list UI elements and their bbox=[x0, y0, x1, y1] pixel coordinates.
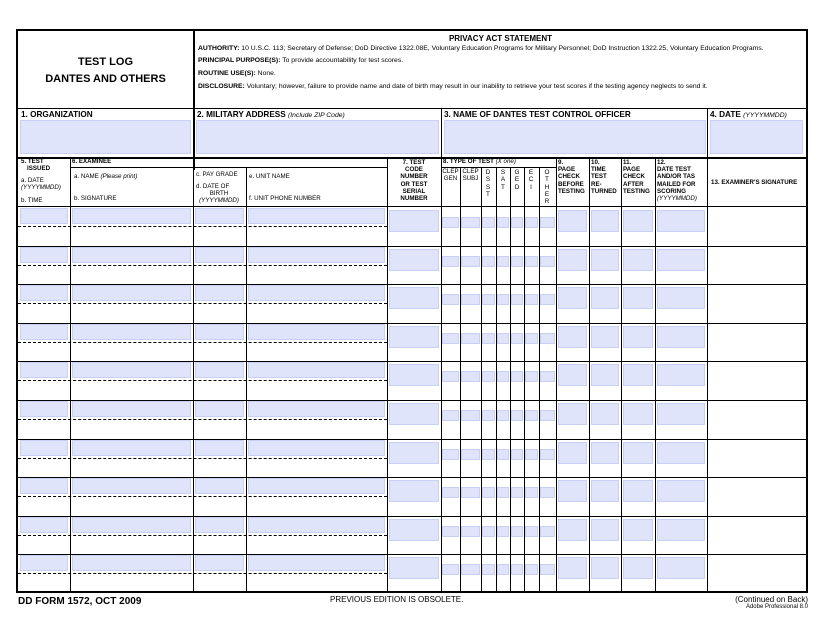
row-grade-dob-upper-field[interactable] bbox=[195, 440, 244, 456]
row-dsst-check[interactable] bbox=[482, 217, 495, 228]
row-other-check[interactable] bbox=[540, 410, 555, 421]
row-date-mailed-field[interactable] bbox=[657, 249, 705, 271]
col-divider-9-10 bbox=[589, 157, 590, 593]
row-grade-dob-lower-field[interactable] bbox=[195, 498, 244, 513]
row-date-time-upper-field[interactable] bbox=[20, 555, 68, 571]
row-test-code-field[interactable] bbox=[389, 210, 439, 232]
row-split-dashed-rule bbox=[18, 265, 387, 266]
form-title bbox=[18, 56, 193, 86]
row-page-check-after-field[interactable] bbox=[623, 287, 653, 309]
col8-title: 8. TYPE OF TEST (X one) bbox=[443, 158, 516, 165]
row-examiner-signature-field[interactable] bbox=[709, 287, 803, 319]
row-grade-dob-lower-field[interactable] bbox=[195, 382, 244, 397]
col8-ged-label: G E D bbox=[514, 169, 520, 191]
row-sat-check[interactable] bbox=[497, 256, 509, 267]
row-clep-subj-check[interactable] bbox=[461, 410, 480, 421]
control-officer-label: 3. NAME OF DANTES TEST CONTROL OFFICER bbox=[444, 110, 631, 119]
row-date-time-upper-field[interactable] bbox=[20, 440, 68, 456]
row-other-check[interactable] bbox=[540, 294, 555, 305]
row-grade-dob-upper-field[interactable] bbox=[195, 517, 244, 533]
row-other-check[interactable] bbox=[540, 217, 555, 228]
row-grade-dob-upper-field[interactable] bbox=[195, 247, 244, 263]
row-grade-dob-upper-field[interactable] bbox=[195, 324, 244, 340]
privacy-heading: PRIVACY ACT STATEMENT bbox=[448, 34, 553, 43]
row-unit-name-phone-upper-field[interactable] bbox=[248, 555, 385, 571]
row-test-code-field[interactable] bbox=[389, 442, 439, 464]
row-split-dashed-rule bbox=[18, 419, 387, 420]
row-time-returned-field[interactable] bbox=[591, 480, 619, 502]
row-name-signature-upper-field[interactable] bbox=[72, 401, 191, 417]
row-date-time-lower-field[interactable] bbox=[20, 575, 68, 590]
title-divider bbox=[193, 31, 195, 170]
row-split-dashed-rule bbox=[18, 573, 387, 574]
row-clep-subj-check[interactable] bbox=[461, 487, 480, 498]
row-split-dashed-rule bbox=[18, 342, 387, 343]
row-page-check-after-field[interactable] bbox=[623, 442, 653, 464]
col5a-label: a. DATE (YYYYMMDD) bbox=[21, 177, 61, 192]
privacy-purpose: PRINCIPAL PURPOSE(S): To provide accountability for test scores. bbox=[198, 57, 404, 64]
row-date-time-lower-field[interactable] bbox=[20, 228, 68, 243]
row-name-signature-upper-field[interactable] bbox=[72, 247, 191, 263]
row-eci-check[interactable] bbox=[525, 256, 538, 267]
col6-title: 6. EXAMINEE bbox=[72, 158, 112, 165]
row-page-check-before-field[interactable] bbox=[558, 326, 587, 348]
row-test-code-field[interactable] bbox=[389, 480, 439, 502]
row-sat-check[interactable] bbox=[497, 333, 509, 344]
row-clep-gen-check[interactable] bbox=[442, 526, 459, 537]
row-name-signature-upper-field[interactable] bbox=[72, 517, 191, 533]
row-name-signature-upper-field[interactable] bbox=[72, 478, 191, 494]
title-bottom-rule bbox=[18, 108, 806, 109]
privacy-routine-use: ROUTINE USE(S): None. bbox=[198, 70, 276, 77]
row-page-check-after-field[interactable] bbox=[623, 364, 653, 386]
row-ged-check[interactable] bbox=[511, 256, 523, 267]
form-number: DD FORM 1572, OCT 2009 bbox=[18, 596, 142, 607]
row-unit-name-phone-upper-field[interactable] bbox=[248, 324, 385, 340]
row-split-dashed-rule bbox=[18, 226, 387, 227]
row-page-check-before-field[interactable] bbox=[558, 210, 587, 232]
row-date-time-upper-field[interactable] bbox=[20, 208, 68, 224]
row-ged-check[interactable] bbox=[511, 410, 523, 421]
row-name-signature-upper-field[interactable] bbox=[72, 440, 191, 456]
row-dsst-check[interactable] bbox=[482, 410, 495, 421]
row-clep-subj-check[interactable] bbox=[461, 333, 480, 344]
row-sat-check[interactable] bbox=[497, 371, 509, 382]
row-ged-check[interactable] bbox=[511, 564, 523, 575]
row-split-dashed-rule bbox=[18, 496, 387, 497]
row-page-check-after-field[interactable] bbox=[623, 519, 653, 541]
row-date-mailed-field[interactable] bbox=[657, 480, 705, 502]
row-grade-dob-lower-field[interactable] bbox=[195, 267, 244, 282]
col8-sat-label: S A T bbox=[500, 169, 506, 191]
row-test-code-field[interactable] bbox=[389, 249, 439, 271]
row-unit-name-phone-upper-field[interactable] bbox=[248, 440, 385, 456]
row-time-returned-field[interactable] bbox=[591, 287, 619, 309]
row-unit-name-phone-lower-field[interactable] bbox=[248, 498, 385, 513]
row-date-mailed-field[interactable] bbox=[657, 403, 705, 425]
row-sat-check[interactable] bbox=[497, 410, 509, 421]
date-field[interactable] bbox=[710, 120, 803, 154]
row-eci-check[interactable] bbox=[525, 410, 538, 421]
col12-label: 12. DATE TEST AND/OR TAS MAILED FOR SCORING (YYYYMMDD) bbox=[657, 159, 697, 203]
row-page-check-before-field[interactable] bbox=[558, 557, 587, 579]
row-eci-check[interactable] bbox=[525, 371, 538, 382]
row-name-signature-lower-field[interactable] bbox=[72, 382, 191, 397]
col5-title: 5. TEST ISSUED bbox=[21, 158, 51, 173]
row-test-code-field[interactable] bbox=[389, 403, 439, 425]
row-grade-dob-lower-field[interactable] bbox=[195, 228, 244, 243]
row-grade-dob-upper-field[interactable] bbox=[195, 555, 244, 571]
col6a-label: a. NAME (Please print) bbox=[74, 173, 138, 180]
col6e-label: e. UNIT NAME bbox=[249, 173, 290, 180]
col-divider-6-7 bbox=[387, 157, 388, 593]
row-page-check-before-field[interactable] bbox=[558, 249, 587, 271]
row-clep-subj-check[interactable] bbox=[461, 564, 480, 575]
row-date-mailed-field[interactable] bbox=[657, 326, 705, 348]
row-time-returned-field[interactable] bbox=[591, 210, 619, 232]
col6c-label: c. PAY GRADE bbox=[196, 171, 238, 178]
row-sat-check[interactable] bbox=[497, 294, 509, 305]
col8-dsst-label: D S S T bbox=[485, 169, 491, 198]
row-date-mailed-field[interactable] bbox=[657, 519, 705, 541]
row-ged-check[interactable] bbox=[511, 526, 523, 537]
row-clep-gen-check[interactable] bbox=[442, 217, 459, 228]
privacy-authority: AUTHORITY: 10 U.S.C. 113; Secretary of Defense; DoD Directive 1322.08E, Voluntary Education Programs for Military Personnel; DoD Instruction 1322.25, Voluntary Education Programs. bbox=[198, 45, 764, 52]
header-divider-1 bbox=[441, 108, 442, 158]
row-page-check-before-field[interactable] bbox=[558, 364, 587, 386]
row-date-mailed-field[interactable] bbox=[657, 364, 705, 386]
row-other-check[interactable] bbox=[540, 256, 555, 267]
row-page-check-after-field[interactable] bbox=[623, 403, 653, 425]
row-date-time-upper-field[interactable] bbox=[20, 247, 68, 263]
row-unit-name-phone-upper-field[interactable] bbox=[248, 208, 385, 224]
row-dsst-check[interactable] bbox=[482, 564, 495, 575]
row-date-time-lower-field[interactable] bbox=[20, 460, 68, 475]
row-page-check-after-field[interactable] bbox=[623, 557, 653, 579]
row-other-check[interactable] bbox=[540, 333, 555, 344]
row-examiner-signature-field[interactable] bbox=[709, 480, 803, 512]
row-clep-gen-check[interactable] bbox=[442, 333, 459, 344]
row-dsst-check[interactable] bbox=[482, 256, 495, 267]
row-examiner-signature-field[interactable] bbox=[709, 326, 803, 358]
row-ged-check[interactable] bbox=[511, 487, 523, 498]
organization-field[interactable] bbox=[20, 120, 191, 154]
row-unit-name-phone-upper-field[interactable] bbox=[248, 247, 385, 263]
continued-notice: (Continued on Back) bbox=[735, 595, 808, 604]
date-label: 4. DATE (YYYYMMDD) bbox=[710, 110, 787, 119]
col-divider-8-9 bbox=[556, 157, 557, 593]
row-date-time-upper-field[interactable] bbox=[20, 478, 68, 494]
row-sat-check[interactable] bbox=[497, 487, 509, 498]
row-name-signature-upper-field[interactable] bbox=[72, 324, 191, 340]
test-log-form bbox=[16, 29, 808, 593]
row-page-check-before-field[interactable] bbox=[558, 403, 587, 425]
row-grade-dob-upper-field[interactable] bbox=[195, 478, 244, 494]
row-clep-subj-check[interactable] bbox=[461, 217, 480, 228]
row-split-dashed-rule bbox=[18, 380, 387, 381]
row-unit-name-phone-upper-field[interactable] bbox=[248, 401, 385, 417]
row-eci-check[interactable] bbox=[525, 526, 538, 537]
row-page-check-after-field[interactable] bbox=[623, 210, 653, 232]
row-test-code-field[interactable] bbox=[389, 287, 439, 309]
row-date-time-lower-field[interactable] bbox=[20, 305, 68, 320]
row-clep-gen-check[interactable] bbox=[442, 371, 459, 382]
row-name-signature-lower-field[interactable] bbox=[72, 575, 191, 590]
row-eci-check[interactable] bbox=[525, 449, 538, 460]
row-split-dashed-rule bbox=[18, 303, 387, 304]
form-title-line2: DANTES AND OTHERS bbox=[45, 73, 166, 85]
row-unit-name-phone-lower-field[interactable] bbox=[248, 267, 385, 282]
row-grade-dob-lower-field[interactable] bbox=[195, 344, 244, 359]
row-name-signature-lower-field[interactable] bbox=[72, 421, 191, 436]
row-examiner-signature-field[interactable] bbox=[709, 557, 803, 589]
row-date-mailed-field[interactable] bbox=[657, 287, 705, 309]
row-examiner-signature-field[interactable] bbox=[709, 210, 803, 242]
row-dsst-check[interactable] bbox=[482, 333, 495, 344]
row-date-mailed-field[interactable] bbox=[657, 210, 705, 232]
row-test-code-field[interactable] bbox=[389, 364, 439, 386]
row-date-time-upper-field[interactable] bbox=[20, 362, 68, 378]
privacy-disclosure: DISCLOSURE: Voluntary; however, failure to provide name and date of birth may result in our inability to retrieve your test scores if the testing agency neglects to send it. bbox=[198, 83, 708, 90]
col6-subheader-rule bbox=[70, 167, 388, 168]
row-clep-gen-check[interactable] bbox=[442, 410, 459, 421]
col8-clep-gen-label: CLEP GEN bbox=[442, 168, 459, 183]
row-clep-subj-check[interactable] bbox=[461, 449, 480, 460]
row-page-check-after-field[interactable] bbox=[623, 480, 653, 502]
previous-edition-notice: PREVIOUS EDITION IS OBSOLETE. bbox=[330, 595, 464, 604]
column-header-bottom-rule bbox=[18, 206, 806, 207]
row-date-time-upper-field[interactable] bbox=[20, 285, 68, 301]
row-unit-name-phone-upper-field[interactable] bbox=[248, 362, 385, 378]
row-date-time-upper-field[interactable] bbox=[20, 324, 68, 340]
row-dsst-check[interactable] bbox=[482, 294, 495, 305]
row-name-signature-lower-field[interactable] bbox=[72, 498, 191, 513]
row-eci-check[interactable] bbox=[525, 333, 538, 344]
row-date-time-lower-field[interactable] bbox=[20, 344, 68, 359]
col-divider-10-11 bbox=[621, 157, 622, 593]
row-other-check[interactable] bbox=[540, 564, 555, 575]
row-examiner-signature-field[interactable] bbox=[709, 364, 803, 396]
row-name-signature-upper-field[interactable] bbox=[72, 208, 191, 224]
row-grade-dob-upper-field[interactable] bbox=[195, 208, 244, 224]
col11-label: 11. PAGE CHECK AFTER TESTING bbox=[623, 159, 650, 195]
row-page-check-before-field[interactable] bbox=[558, 442, 587, 464]
row-unit-name-phone-lower-field[interactable] bbox=[248, 460, 385, 475]
row-dsst-check[interactable] bbox=[482, 526, 495, 537]
row-dsst-check[interactable] bbox=[482, 371, 495, 382]
row-name-signature-lower-field[interactable] bbox=[72, 228, 191, 243]
row-page-check-after-field[interactable] bbox=[623, 326, 653, 348]
row-other-check[interactable] bbox=[540, 371, 555, 382]
row-sat-check[interactable] bbox=[497, 526, 509, 537]
row-clep-subj-check[interactable] bbox=[461, 371, 480, 382]
col9-label: 9. PAGE CHECK BEFORE TESTING bbox=[558, 159, 585, 195]
row-unit-name-phone-upper-field[interactable] bbox=[248, 285, 385, 301]
row-clep-gen-check[interactable] bbox=[442, 487, 459, 498]
header-divider-2 bbox=[707, 108, 708, 158]
row-grade-dob-upper-field[interactable] bbox=[195, 285, 244, 301]
row-date-time-upper-field[interactable] bbox=[20, 401, 68, 417]
col5b-label: b. TIME bbox=[21, 197, 43, 204]
col6f-label: f. UNIT PHONE NUMBER bbox=[249, 195, 321, 202]
row-dsst-check[interactable] bbox=[482, 449, 495, 460]
privacy-act-statement bbox=[198, 34, 803, 91]
row-unit-name-phone-lower-field[interactable] bbox=[248, 421, 385, 436]
row-grade-dob-upper-field[interactable] bbox=[195, 362, 244, 378]
row-test-code-field[interactable] bbox=[389, 326, 439, 348]
row-name-signature-lower-field[interactable] bbox=[72, 267, 191, 282]
row-time-returned-field[interactable] bbox=[591, 403, 619, 425]
row-unit-name-phone-lower-field[interactable] bbox=[248, 228, 385, 243]
row-name-signature-lower-field[interactable] bbox=[72, 344, 191, 359]
form-title-line1: TEST LOG bbox=[78, 56, 133, 68]
row-eci-check[interactable] bbox=[525, 487, 538, 498]
col-divider-12-13 bbox=[707, 157, 708, 593]
row-test-code-field[interactable] bbox=[389, 519, 439, 541]
row-sat-check[interactable] bbox=[497, 449, 509, 460]
row-examiner-signature-field[interactable] bbox=[709, 442, 803, 474]
row-examiner-signature-field[interactable] bbox=[709, 403, 803, 435]
row-page-check-before-field[interactable] bbox=[558, 287, 587, 309]
row-time-returned-field[interactable] bbox=[591, 326, 619, 348]
col8-other-label: O T H E R bbox=[544, 169, 550, 206]
row-name-signature-lower-field[interactable] bbox=[72, 460, 191, 475]
col13-label: 13. EXAMINER'S SIGNATURE bbox=[711, 179, 798, 186]
col-divider-5-6 bbox=[70, 157, 71, 593]
row-split-dashed-rule bbox=[18, 535, 387, 536]
row-name-signature-lower-field[interactable] bbox=[72, 305, 191, 320]
row-unit-name-phone-lower-field[interactable] bbox=[248, 344, 385, 359]
row-time-returned-field[interactable] bbox=[591, 442, 619, 464]
row-eci-check[interactable] bbox=[525, 217, 538, 228]
row-unit-name-phone-upper-field[interactable] bbox=[248, 517, 385, 533]
row-examiner-signature-field[interactable] bbox=[709, 249, 803, 281]
row-unit-name-phone-lower-field[interactable] bbox=[248, 305, 385, 320]
row-sat-check[interactable] bbox=[497, 217, 509, 228]
row-grade-dob-lower-field[interactable] bbox=[195, 460, 244, 475]
row-dsst-check[interactable] bbox=[482, 487, 495, 498]
row-grade-dob-upper-field[interactable] bbox=[195, 401, 244, 417]
row-clep-subj-check[interactable] bbox=[461, 294, 480, 305]
row-date-time-upper-field[interactable] bbox=[20, 517, 68, 533]
row-name-signature-lower-field[interactable] bbox=[72, 537, 191, 552]
row-date-time-lower-field[interactable] bbox=[20, 382, 68, 397]
row-other-check[interactable] bbox=[540, 487, 555, 498]
software-note: Adobe Professional 8.0 bbox=[745, 604, 808, 610]
row-date-time-lower-field[interactable] bbox=[20, 267, 68, 282]
row-clep-gen-check[interactable] bbox=[442, 564, 459, 575]
col6d-label: d. DATE OF BIRTH (YYYYMMDD) bbox=[196, 183, 239, 205]
col8-eci-label: E C I bbox=[528, 169, 534, 191]
row-unit-name-phone-lower-field[interactable] bbox=[248, 575, 385, 590]
row-time-returned-field[interactable] bbox=[591, 249, 619, 271]
row-time-returned-field[interactable] bbox=[591, 519, 619, 541]
row-grade-dob-lower-field[interactable] bbox=[195, 575, 244, 590]
row-name-signature-upper-field[interactable] bbox=[72, 362, 191, 378]
control-officer-field[interactable] bbox=[444, 120, 706, 154]
row-other-check[interactable] bbox=[540, 449, 555, 460]
row-grade-dob-lower-field[interactable] bbox=[195, 305, 244, 320]
row-clep-gen-check[interactable] bbox=[442, 449, 459, 460]
row-examiner-signature-field[interactable] bbox=[709, 519, 803, 551]
row-eci-check[interactable] bbox=[525, 564, 538, 575]
row-ged-check[interactable] bbox=[511, 449, 523, 460]
row-ged-check[interactable] bbox=[511, 217, 523, 228]
row-sat-check[interactable] bbox=[497, 564, 509, 575]
row-clep-subj-check[interactable] bbox=[461, 526, 480, 537]
row-clep-gen-check[interactable] bbox=[442, 256, 459, 267]
col-divider-11-12 bbox=[655, 157, 656, 593]
row-eci-check[interactable] bbox=[525, 294, 538, 305]
row-unit-name-phone-lower-field[interactable] bbox=[248, 537, 385, 552]
row-date-mailed-field[interactable] bbox=[657, 557, 705, 579]
row-clep-subj-check[interactable] bbox=[461, 256, 480, 267]
row-date-time-lower-field[interactable] bbox=[20, 421, 68, 436]
row-page-check-before-field[interactable] bbox=[558, 519, 587, 541]
col10-label: 10. TIME TEST RE- TURNED bbox=[591, 159, 617, 195]
row-date-time-lower-field[interactable] bbox=[20, 537, 68, 552]
row-name-signature-upper-field[interactable] bbox=[72, 555, 191, 571]
col8-clep-subj-label: CLEP SUBJ bbox=[462, 168, 479, 183]
col7-label: 7. TEST CODE NUMBER OR TEST SERIAL NUMBER bbox=[400, 159, 428, 203]
row-grade-dob-lower-field[interactable] bbox=[195, 421, 244, 436]
row-split-dashed-rule bbox=[18, 458, 387, 459]
row-date-time-lower-field[interactable] bbox=[20, 498, 68, 513]
col6b-label: b. SIGNATURE bbox=[74, 195, 117, 202]
row-time-returned-field[interactable] bbox=[591, 364, 619, 386]
row-page-check-before-field[interactable] bbox=[558, 480, 587, 502]
row-clep-gen-check[interactable] bbox=[442, 294, 459, 305]
row-test-code-field[interactable] bbox=[389, 557, 439, 579]
row-ged-check[interactable] bbox=[511, 294, 523, 305]
row-page-check-after-field[interactable] bbox=[623, 249, 653, 271]
row-name-signature-upper-field[interactable] bbox=[72, 285, 191, 301]
row-time-returned-field[interactable] bbox=[591, 557, 619, 579]
row-other-check[interactable] bbox=[540, 526, 555, 537]
row-ged-check[interactable] bbox=[511, 333, 523, 344]
row-unit-name-phone-lower-field[interactable] bbox=[248, 382, 385, 397]
organization-label: 1. ORGANIZATION bbox=[21, 110, 93, 119]
row-date-mailed-field[interactable] bbox=[657, 442, 705, 464]
row-ged-check[interactable] bbox=[511, 371, 523, 382]
military-address-label: 2. MILITARY ADDRESS (Include ZIP Code) bbox=[197, 110, 345, 119]
row-unit-name-phone-upper-field[interactable] bbox=[248, 478, 385, 494]
military-address-field[interactable] bbox=[196, 120, 439, 154]
row-grade-dob-lower-field[interactable] bbox=[195, 537, 244, 552]
